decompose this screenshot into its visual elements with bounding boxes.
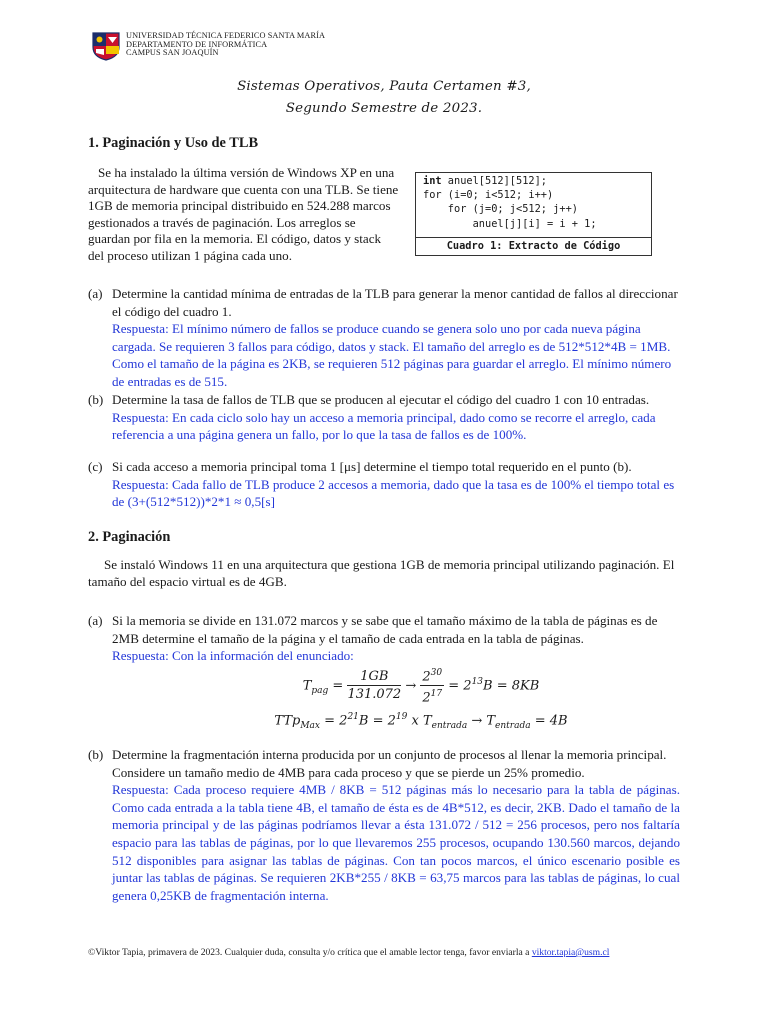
campus-name: CAMPUS SAN JOAQUÍN [126,48,219,58]
question-label: (c) [88,459,103,474]
university-crest-icon [90,31,122,61]
document-title-line1: Sistemas Operativos, Pauta Certamen #3, [237,79,531,94]
code-box [415,172,652,256]
question-1b [88,391,680,444]
question-label: (b) [88,392,104,407]
section2-heading: 2. Paginación [88,529,171,545]
question-1c [88,458,680,511]
footer [88,947,609,958]
answer-text: Respuesta: El mínimo número de fallos se produce cuando se genera solo uno por cada nueva página cargada. Se requieren 3 fallos para código, datos y stack. El tamaño del arreglo es de 512*512*4B = 1MB. Como el tamaño de la página es 2KB, se requieren 512 páginas para guardar el arreglo. El mínimo número de entradas es de 515. [112,321,672,389]
code-line: anuel[j][i] = i + 1; [423,217,597,230]
question-text: Si la memoria se divide en 131.072 marcos y se sabe que el tamaño máximo de la tabla de páginas es de 2MB determine el tamaño de la página y el tamaño de cada entrada en la tabla de páginas. [112,613,658,646]
question-2b [88,746,680,904]
question-label: (a) [88,286,103,301]
section1-intro: Se ha instalado la última versión de Windows XP en una arquitectura de hardware que cuenta con una TLB. Se tiene 1GB de memoria principal distribuido en 524.288 marcos gestionados a través de paginación. Los arreglos se guardan por fila en la memoria. El código, datos y stack del proceso utilizan 1 página cada uno. [88,165,399,263]
footer-text: ©Viktor Tapia, primavera de 2023. Cualquier duda, consulta y/o crítica que el amable lector tenga, favor enviarla a [88,947,532,958]
code-line [423,174,651,188]
question-2a [88,612,680,665]
code-caption: Cuadro 1: Extracto de Código [416,237,651,255]
question-text: Determine la fragmentación interna producida por un conjunto de procesos al llenar la memoria principal. Considere un tamaño medio de 4MB para cada proceso y que se pierde un 25% promedio. [112,747,667,780]
fraction: $\frac{2^{30}}{2^{17}}$ [420,665,444,707]
question-text: Si cada acceso a memoria principal toma 1 [μs] determine el tiempo total requerido en el punto (b). [112,459,632,474]
section1-heading: 1. Paginación y Uso de TLB [88,135,259,151]
document-title-line2: Segundo Semestre de 2023. [285,101,483,116]
answer-text: Respuesta: Cada fallo de TLB produce 2 accesos a memoria, dado que la tasa es de 100% el tiempo total es de (3+(512*512))*2*1 ≈ 0,5[s] [112,476,675,510]
fraction: $\frac{1GB}{131.072}$ [347,669,402,703]
code-line: for (i=0; i<512; i++) [423,189,554,202]
section2-intro: Se instaló Windows 11 en una arquitectura que gestiona 1GB de memoria principal utilizando paginación. El tamaño del espacio virtual es de 4GB. [88,557,675,589]
equation-entry-size: $TTp_{Max} = 2^{21}B = 2^{19}$ x $T_{entrada} \to T_{entrada} = 4B$ [274,712,568,731]
code-line: for (j=0; j<512; j++) [423,203,578,216]
code-keyword: int [423,175,442,187]
question-1a [88,285,680,391]
question-text: Determine la cantidad mínima de entradas de la TLB para generar la menor cantidad de fallos al direccionar el código del cuadro 1. [112,286,678,319]
footer-email-link[interactable]: viktor.tapia@usm.cl [531,947,610,958]
code-line-rest: anuel[512][512]; [441,175,547,187]
equation-page-size: $T_{pag}$ = $\frac{1GB}{131.072}$ → $\frac{2^{30}}{2^{17}}$ = $2^{13}B = 8KB$ [0,665,768,707]
answer-text: Respuesta: En cada ciclo solo hay un acceso a memoria principal, dado como se recorre el arreglo, cada referencia a una página genera un fallo, por lo que la tasa de fallos es de 100%. [112,409,656,443]
code-listing [416,173,651,231]
university-name: UNIVERSIDAD TÉCNICA FEDERICO SANTA MARÍA [126,31,326,40]
question-text: Determine la tasa de fallos de TLB que se producen al ejecutar el código del cuadro 1 con 10 entradas. [112,392,650,407]
answer-text: Respuesta: Cada proceso requiere 4MB / 8KB = 512 páginas más lo necesario para la tabla de páginas. Como cada entrada a la tabla tiene 4B, el tamaño de ésta es de 4B*512, es decir, 2KB. Dado el tamaño de la memoria principal y de las páginas podríamos llevar a ésta 131.072 / 512 = 256 procesos, pero nos faltaría espacio para las tablas de páginas, por lo que llevaremos 255 procesos, ocupando 130.560 marcos, dejando 512 disponibles para asignar las tablas de páginas. Con tan pocos marcos, el único escenario posible es juntar las tablas de páginas. Se requieren 2KB*255 / 8KB = 63,75 marcos para las tablas de páginas, lo cual genera 0,25KB de fragmentación interna. [112,782,680,903]
department-name: DEPARTAMENTO DE INFORMÁTICA [126,39,268,49]
question-label: (a) [88,613,103,628]
institution-header [126,32,325,58]
question-label: (b) [88,747,104,762]
answer-text: Respuesta: Con la información del enunciado: [112,648,354,664]
